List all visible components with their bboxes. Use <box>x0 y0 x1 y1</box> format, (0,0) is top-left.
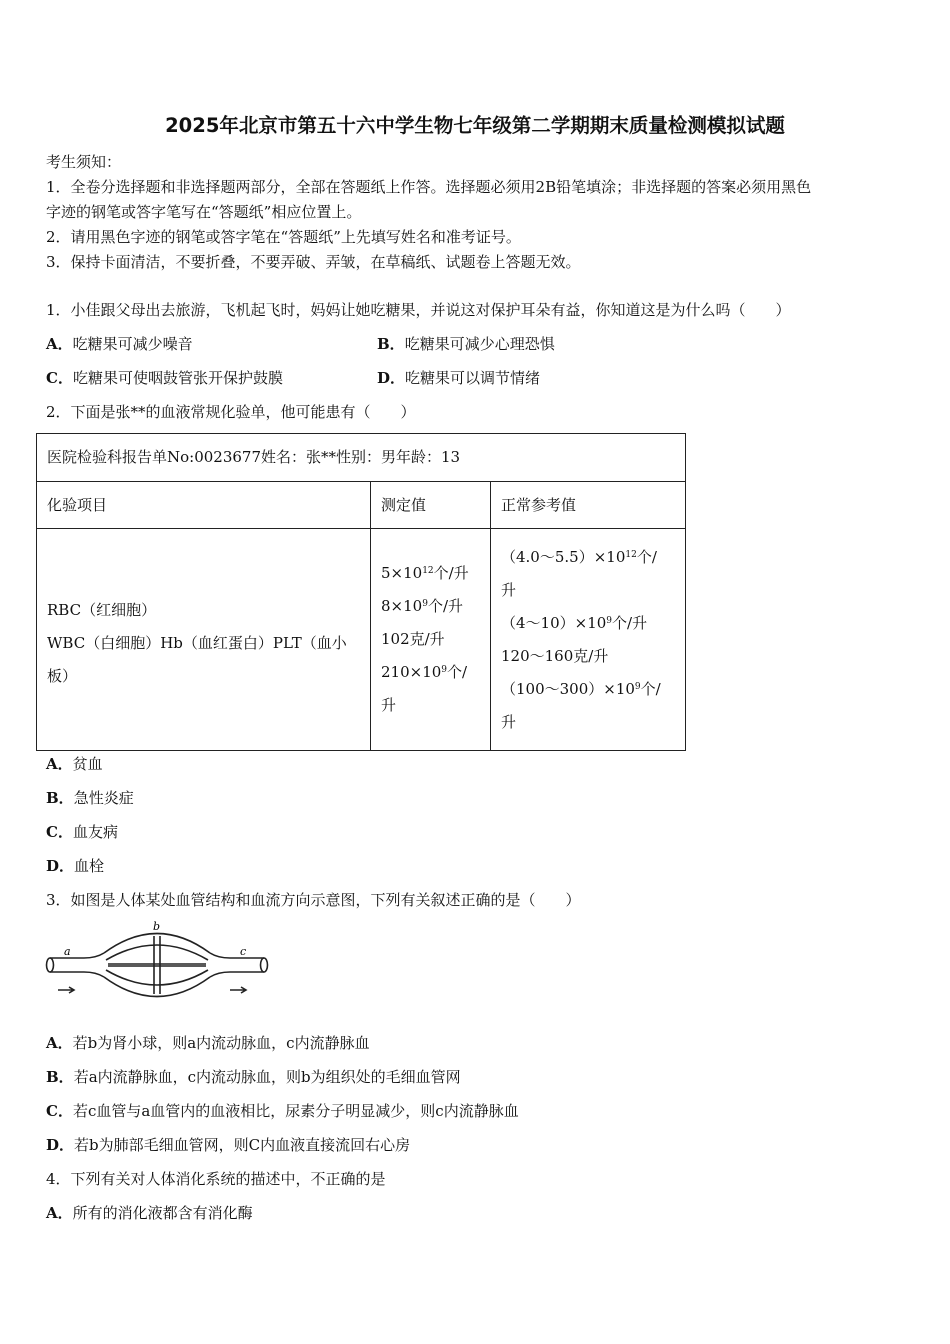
option-label: A． <box>46 1204 73 1222</box>
unit: 个/ <box>636 547 657 566</box>
measured-plt-unit: 升 <box>381 696 397 714</box>
option-text: 若a内流静脉血，c内流动脉血，则b为组织处的毛细血管网 <box>73 1068 461 1086</box>
vessel-a-end <box>47 958 54 972</box>
q2-option-d[interactable] <box>46 859 104 874</box>
option-text: 若b为肺部毛细血管网，则C内血液直接流回右心房 <box>74 1136 411 1154</box>
vessel-c <box>210 953 264 977</box>
option-text: 吃糖果可减少心理恐惧 <box>404 335 555 353</box>
reference-rbc <box>501 541 675 574</box>
q3-option-a[interactable] <box>46 1036 370 1051</box>
unit: 个/ <box>447 663 468 681</box>
network-b-outer <box>104 934 210 997</box>
q1-option-a[interactable] <box>46 337 193 352</box>
option-text: 血栓 <box>74 857 105 875</box>
label-b: b <box>153 920 161 933</box>
measured-rbc <box>381 557 480 590</box>
vessel-c-end <box>261 958 268 972</box>
q4-option-a[interactable] <box>46 1206 253 1221</box>
value: （4～10）×10 <box>501 613 607 632</box>
reference-cell <box>491 529 686 751</box>
exponent: 9 <box>634 681 641 692</box>
measured-plt <box>381 656 480 689</box>
option-text: 吃糖果可减少噪音 <box>72 335 193 353</box>
column-header-measured: 测定值 <box>371 482 491 529</box>
notice-line-1b: 字迹的钢笔或答字笔写在“答题纸”相应位置上。 <box>46 203 362 221</box>
value: 5×10 <box>381 564 423 582</box>
q1-option-d[interactable] <box>377 371 540 386</box>
column-header-reference: 正常参考值 <box>491 482 686 529</box>
exponent: 9 <box>422 599 428 609</box>
option-label: A． <box>46 335 73 353</box>
option-text: 若c血管与a血管内的血液相比，尿素分子明显减少，则c内流静脉血 <box>72 1102 519 1120</box>
unit: 个/升 <box>427 597 463 615</box>
option-label: D． <box>46 1136 75 1154</box>
q4-stem: 4．下列有关对人体消化系统的描述中，不正确的是 <box>46 1170 386 1188</box>
option-text: 贫血 <box>72 755 103 773</box>
q1-stem: 1．小佳跟父母出去旅游，飞机起飞时，妈妈让她吃糖果，并说这对保护耳朵有益，你知道这是为什么吗（ ） <box>46 301 791 319</box>
value: （100～300）×10 <box>501 679 635 698</box>
q2-option-c[interactable] <box>46 825 118 840</box>
option-label: D． <box>46 857 75 875</box>
option-label: C． <box>46 1102 73 1120</box>
option-label: B． <box>46 789 74 807</box>
unit: 个/升 <box>612 613 648 632</box>
value: 210×10 <box>381 663 442 681</box>
notice-heading: 考生须知： <box>46 153 122 171</box>
reference-wbc <box>501 607 675 640</box>
q1-option-c[interactable] <box>46 371 283 386</box>
measured-cell <box>371 529 491 751</box>
column-header-items: 化验项目 <box>37 482 371 529</box>
exponent: 9 <box>441 665 448 675</box>
notice-line-2: 2．请用黑色字迹的钢笔或答字笔在“答题纸”上先填写姓名和准考证号。 <box>46 228 521 246</box>
items-cell <box>37 529 371 751</box>
label-c: c <box>240 945 247 958</box>
reference-rbc-unit: 升 <box>501 580 517 599</box>
arrow-left <box>58 987 74 993</box>
network-b-inner-mid <box>108 964 206 966</box>
option-text: 所有的消化液都含有消化酶 <box>72 1204 253 1222</box>
table-header-cell: 医院检验科报告单No:0023677姓名：张**性别：男年龄：13 <box>37 434 686 482</box>
measured-hb: 102克/升 <box>381 630 445 648</box>
blood-vessel-diagram <box>44 920 270 1006</box>
unit: 个/升 <box>433 564 469 582</box>
option-label: C． <box>46 823 73 841</box>
unit: 个/ <box>640 679 661 698</box>
option-label: D． <box>377 369 406 387</box>
page-title: 2025年北京市第五十六中学生物七年级第二学期期末质量检测模拟试题 <box>165 114 785 137</box>
arrow-right <box>230 987 246 993</box>
value: 8×10 <box>381 597 423 615</box>
exponent: 9 <box>606 615 613 626</box>
option-text: 吃糖果可以调节情绪 <box>405 369 541 387</box>
option-text: 血友病 <box>72 823 118 841</box>
item-plt-end: 板） <box>47 667 78 685</box>
label-a: a <box>64 945 71 958</box>
exponent: 12 <box>625 549 637 560</box>
option-label: B． <box>46 1068 74 1086</box>
reference-plt-unit: 升 <box>501 712 517 731</box>
item-rbc: RBC（红细胞） <box>47 601 157 619</box>
reference-plt <box>501 673 675 706</box>
notice-line-3: 3．保持卡面清洁，不要折叠，不要弄破、弄皱，在草稿纸、试题卷上答题无效。 <box>46 253 581 271</box>
notice-line-1a: 1．全卷分选择题和非选择题两部分，全部在答题纸上作答。选择题必须用2B铅笔填涂；非选择题的答案必须用黑色 <box>46 178 812 196</box>
q3-stem: 3．如图是人体某处血管结构和血流方向示意图，下列有关叙述正确的是（ ） <box>46 891 581 909</box>
q2-option-a[interactable] <box>46 757 103 772</box>
q2-stem: 2．下面是张**的血液常规化验单，他可能患有（ ） <box>46 403 416 421</box>
option-label: C． <box>46 369 73 387</box>
vessel-a <box>50 953 104 977</box>
blood-test-table <box>36 433 686 751</box>
q3-option-d[interactable] <box>46 1138 410 1153</box>
reference-hb: 120～160克/升 <box>501 646 609 665</box>
item-wbc-hb-plt: WBC（白细胞）Hb（血红蛋白）PLT（血小 <box>47 634 347 652</box>
q1-option-b[interactable] <box>377 337 555 352</box>
network-b-inner-bottom <box>106 970 208 985</box>
option-text: 若b为肾小球，则a内流动脉血，c内流静脉血 <box>72 1034 370 1052</box>
option-label: B． <box>377 335 405 353</box>
measured-wbc <box>381 590 480 623</box>
option-text: 急性炎症 <box>73 789 134 807</box>
q3-option-c[interactable] <box>46 1104 519 1119</box>
value: （4.0～5.5）×10 <box>501 547 626 566</box>
exponent: 12 <box>422 566 434 576</box>
option-text: 吃糖果可使咽鼓管张开保护鼓膜 <box>72 369 283 387</box>
option-label: A． <box>46 755 73 773</box>
q3-option-b[interactable] <box>46 1070 461 1085</box>
q2-option-b[interactable] <box>46 791 134 806</box>
network-b-inner-top <box>106 945 208 960</box>
option-label: A． <box>46 1034 73 1052</box>
